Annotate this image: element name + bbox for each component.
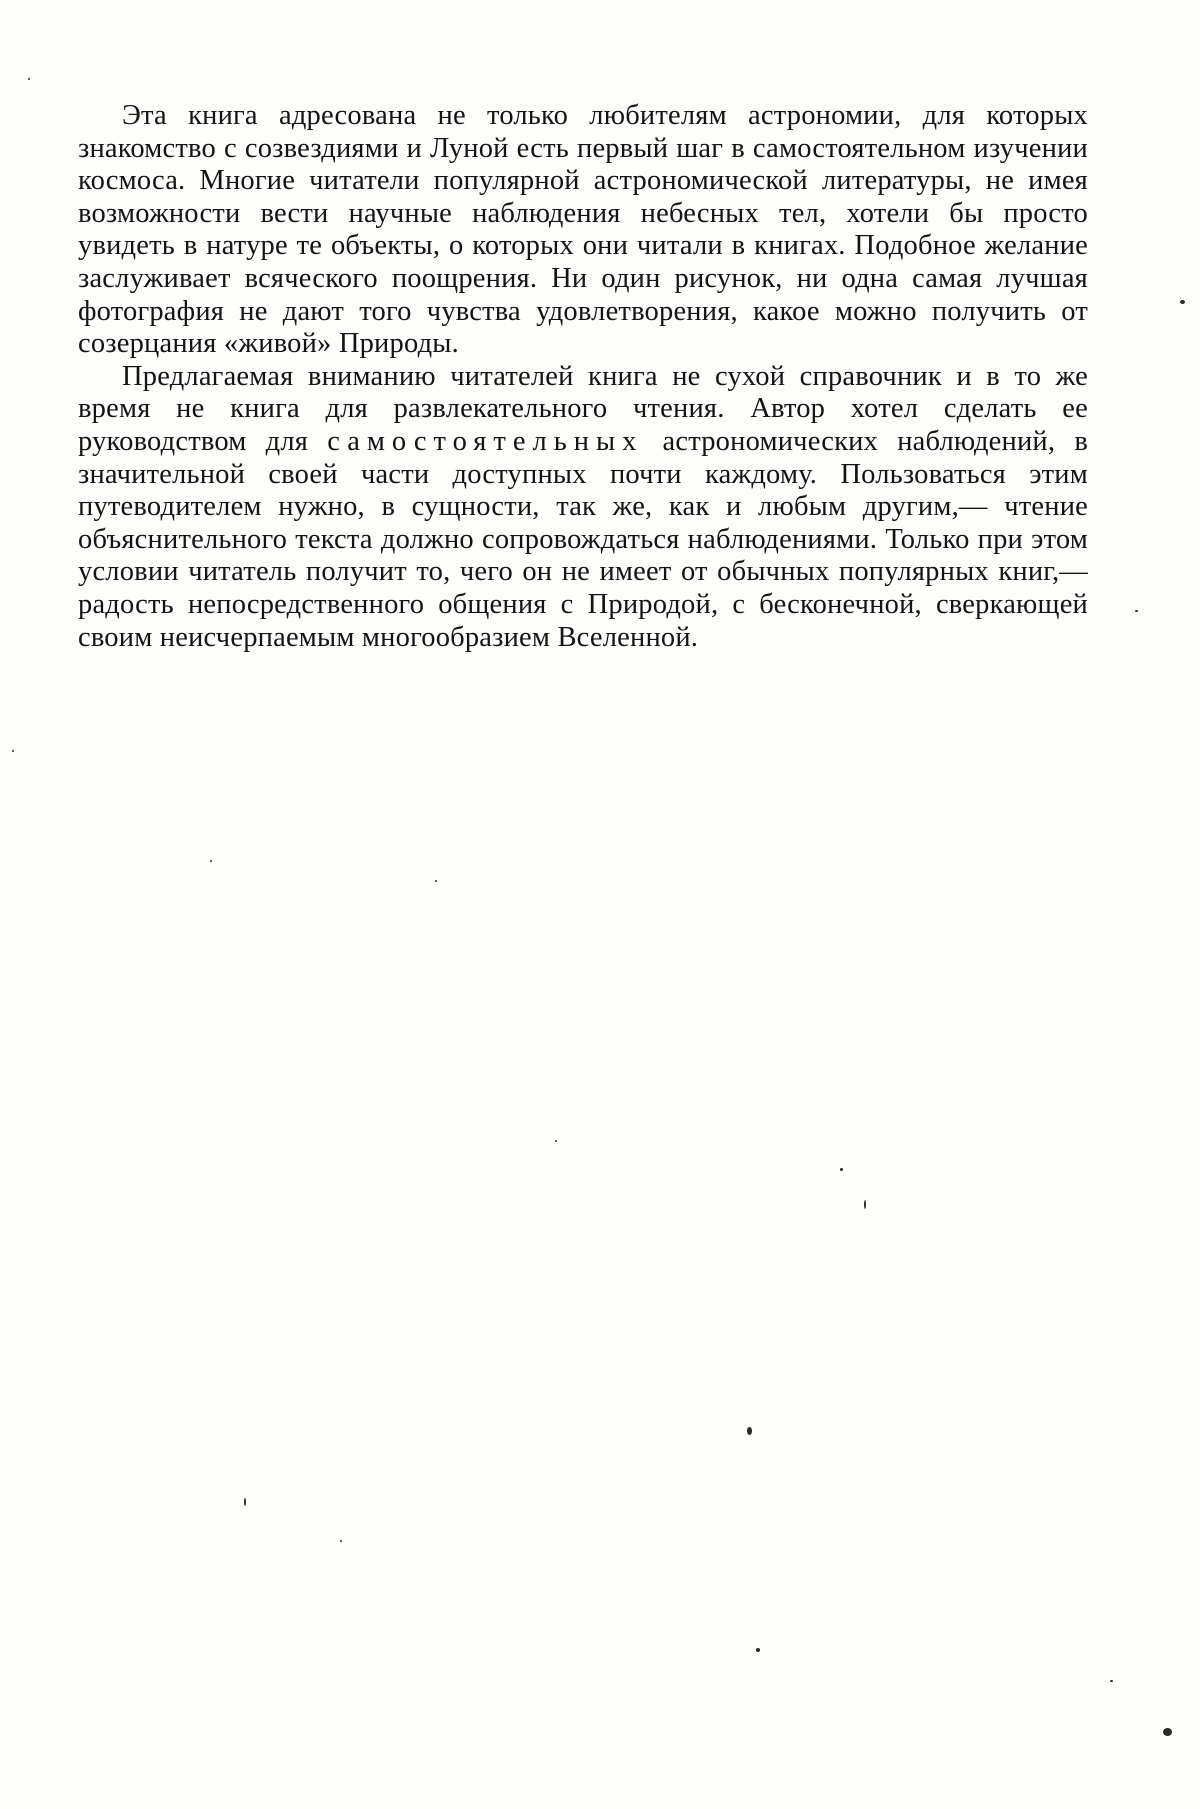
paragraph-2-start: Предлагаемая вниманию читателей книга не сухой справочник и в то же время не книга для развлекательного чтения. Автор хотел сделать ее руководством для [78, 360, 1088, 457]
emphasized-word: самостоятельных [327, 425, 644, 457]
scan-speck [244, 1498, 246, 1506]
scan-speck [12, 750, 14, 752]
body-text [78, 100, 1088, 654]
scan-speck [1135, 610, 1138, 612]
paragraph-2 [78, 361, 1088, 654]
scan-speck [340, 1540, 342, 1542]
scan-speck [28, 78, 30, 80]
scan-speck [1163, 1728, 1172, 1736]
scan-speck [1110, 1680, 1113, 1682]
scan-speck [555, 1140, 557, 1142]
paragraph-1: Эта книга адресована не только любителям астрономии, для которых знакомство с созвездиями и Луной есть первый шаг в самостоятельном изучении космоса. Многие читатели популярной астрономической литературы, не имея возможности вести научные наблюдения небесных тел, хотели бы просто увидеть в натуре те объекты, о которых они читали в книгах. Подобное желание заслуживает всяческого поощрения. Ни один рисунок, ни одна самая лучшая фотография не дают того чувства удовлетворения, какое можно получить от созерцания «живой» Природы. [78, 100, 1088, 360]
scan-speck [840, 1168, 843, 1171]
scan-speck [435, 880, 437, 882]
scan-speck [1180, 300, 1185, 304]
scan-speck [756, 1648, 760, 1652]
scan-speck [864, 1200, 866, 1209]
paragraph-2-end: астрономических наблюдений, в значительной своей части доступных почти каждому. Пользоваться этим путеводителем нужно, в сущности, так же, как и любым другим,— чтение объяснительного текста должно сопровождаться наблюдениями. Только при этом условии читатель получит то, чего он не имеет от обычных популярных книг,— радость непосредственного общения с Природой, с бесконечной, сверкающей своим неисчерпаемым многообразием Вселенной. [78, 425, 1088, 653]
scan-speck [210, 860, 212, 862]
scan-speck [747, 1427, 752, 1435]
